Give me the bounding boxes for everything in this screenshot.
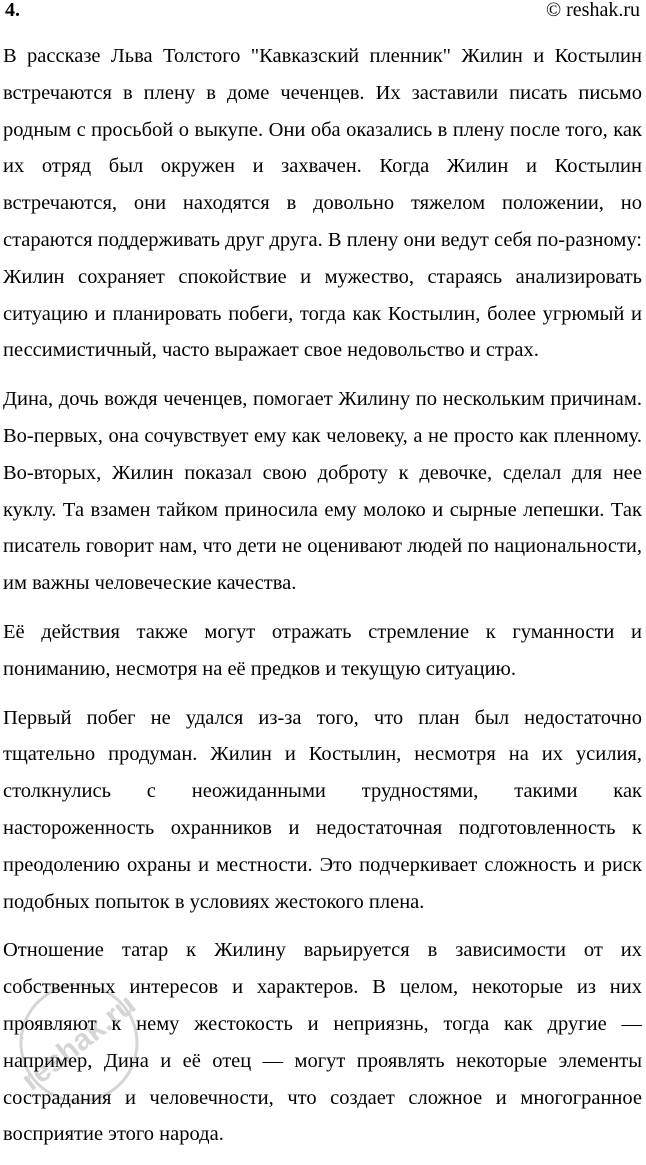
site-copyright: © reshak.ru <box>545 0 640 21</box>
paragraph-first-escape: Первый побег не удался из-за того, что план был недостаточно тщательно продуман. Жилин и Костылин, несмотря на их усилия, столкнулись с неожиданными трудностями, такими как настороженность охранников и недостаточная подготовленность к преодолению охраны и местности. Это подчеркивает сложность и риск подобных попыток в условиях жестокого плена. <box>3 706 642 913</box>
answer-text <box>3 38 642 1165</box>
paragraph-dina-actions: Её действия также могут отражать стремление к гуманности и пониманию, несмотря на её предков и текущую ситуацию. <box>3 620 642 680</box>
paragraph-captivity: В рассказе Льва Толстого "Кавказский пленник" Жилин и Костылин встречаются в плену в доме чеченцев. Их заставили писать письмо родным с просьбой о выкупе. Они оба оказались в плену после того, как их отряд был окружен и захвачен. Когда Жилин и Костылин встречаются, они находятся в довольно тяжелом положении, но стараются поддерживать друг друга. В плену они ведут себя по-разному: Жилин сохраняет спокойствие и мужество, стараясь анализировать ситуацию и планировать побеги, тогда как Костылин, более угрюмый и пессимистичный, часто выражает свое недовольство и страх. <box>3 45 642 362</box>
paragraph-dina: Дина, дочь вождя чеченцев, помогает Жилину по нескольким причинам. Во-первых, она сочувствует ему как человеку, а не просто как пленному. Во-вторых, Жилин показал свою доброту к девочке, сделал для нее куклу. Та взамен тайком приносила ему молоко и сырные лепешки. Так писатель говорит нам, что дети не оценивают людей по национальности, им важны человеческие качества. <box>3 388 642 595</box>
watermark-text: reshak.ru <box>15 988 143 1098</box>
task-number: 4. <box>5 0 20 21</box>
page-header <box>3 0 642 34</box>
paragraph-tatars-attitude: Отношение татар к Жилину варьируется в зависимости от их собственных интересов и характеров. В целом, некоторые из них проявляют к нему жестокость и неприязнь, тогда как другие — например, Дина и её отец — могут проявлять некоторые элементы сострадания и человечности, что создает сложное и многогранное восприятие этого народа. <box>3 939 642 1146</box>
